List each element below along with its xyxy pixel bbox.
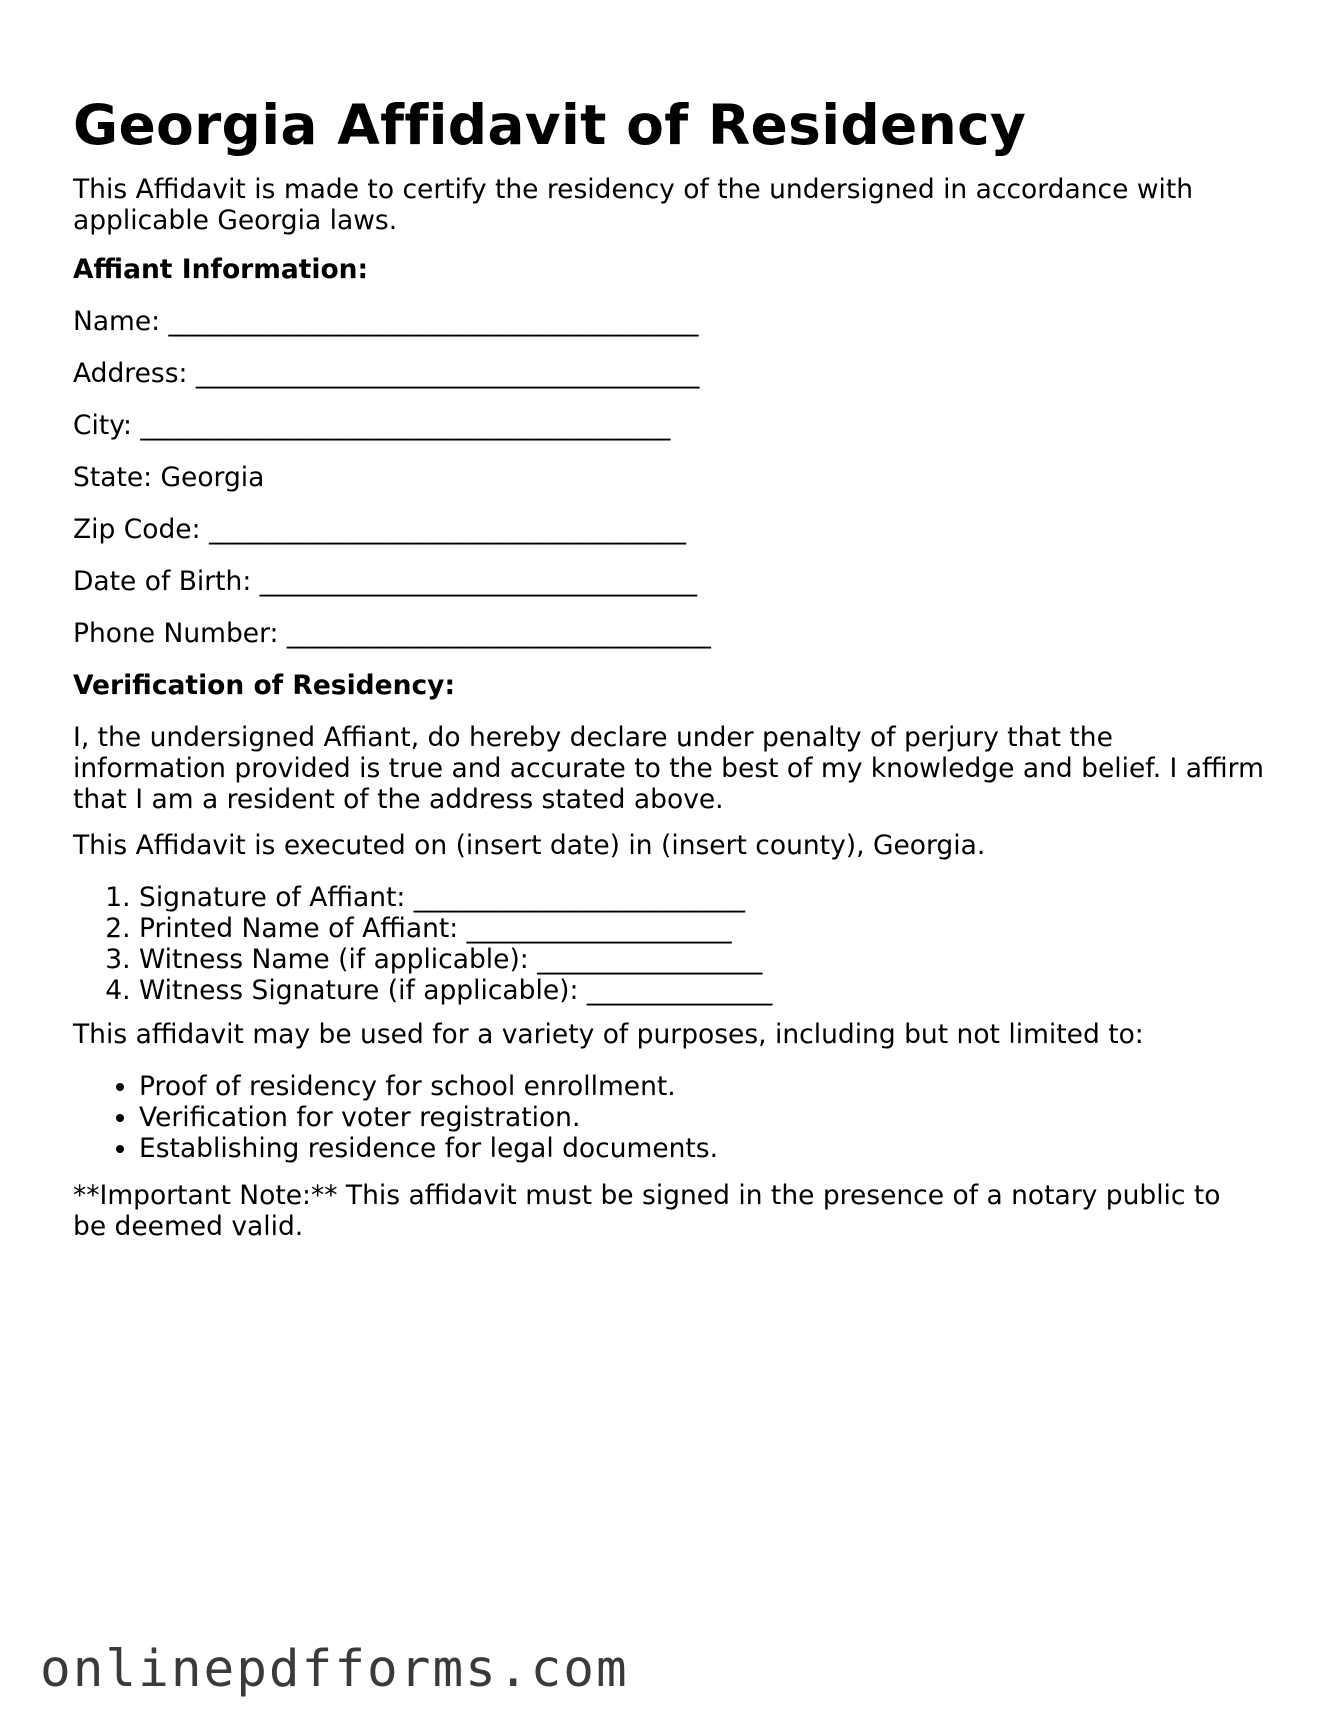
intro-paragraph: This Affidavit is made to certify the residency of the undersigned in accordance with applicable Georgia laws. — [73, 174, 1202, 236]
date-of-birth-field: Date of Birth: _________________________________ — [73, 566, 697, 597]
name-field: Name: ________________________________________ — [73, 306, 699, 337]
affiant-information-heading: Affiant Information: — [73, 254, 369, 285]
executed-paragraph: This Affidavit is executed on (insert date) in (insert county), Georgia. — [73, 830, 986, 861]
uses-list — [73, 1071, 718, 1164]
list-item: 3. Witness Name (if applicable): _________________ — [139, 944, 772, 975]
watermark-logo: onlinepdfforms.com — [40, 1640, 629, 1699]
city-field: City: ________________________________________ — [73, 410, 671, 441]
important-note-paragraph: **Important Note:** This affidavit must be signed in the presence of a notary public to be deemed valid. — [73, 1180, 1229, 1242]
list-item: • Establishing residence for legal documents. — [139, 1133, 718, 1164]
list-item: • Verification for voter registration. — [139, 1102, 718, 1133]
verification-heading: Verification of Residency: — [73, 670, 456, 701]
list-item: 4. Witness Signature (if applicable): ______________ — [139, 975, 772, 1006]
page-title: Georgia Affidavit of Residency — [73, 93, 1027, 157]
signature-list — [73, 882, 772, 1006]
phone-number-field: Phone Number: ________________________________ — [73, 618, 711, 649]
list-item: 1. Signature of Affiant: _________________________ — [139, 882, 772, 913]
declaration-paragraph: I, the undersigned Affiant, do hereby declare under penalty of perjury that the information provided is true and accurate to the best of my knowledge and belief. I affirm that I am a resident of the address stated above. — [73, 722, 1273, 815]
state-field: State: Georgia — [73, 462, 265, 493]
address-field: Address: ______________________________________ — [73, 358, 700, 389]
list-item: • Proof of residency for school enrollment. — [139, 1071, 718, 1102]
zip-code-field: Zip Code: ____________________________________ — [73, 514, 686, 545]
uses-intro-paragraph: This affidavit may be used for a variety of purposes, including but not limited to: — [73, 1019, 1144, 1050]
list-item: 2. Printed Name of Affiant: ____________________ — [139, 913, 772, 944]
